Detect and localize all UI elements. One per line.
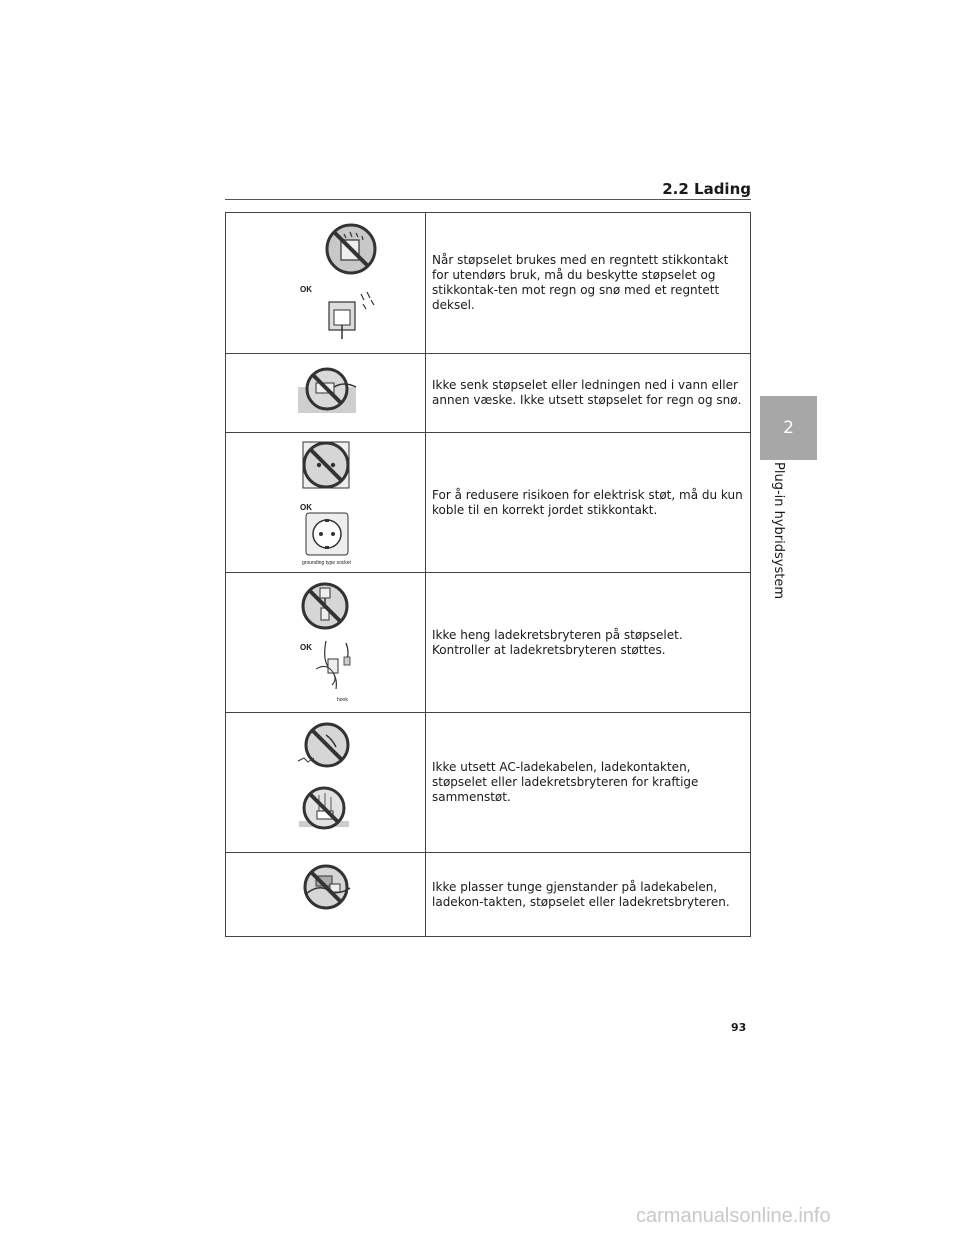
section-title: 2.2 Lading [662,180,751,198]
instruction-text: Ikke plasser tunge gjenstander på ladekabelen, ladekon-takten, støpselet eller ladekretsbryteren. [426,853,751,937]
chapter-label: Plug-in hybridsystem [771,462,786,600]
illustration-cell [226,853,426,937]
illustration-cell [226,713,426,853]
page-number: 93 [731,1021,747,1034]
chapter-number: 2 [783,418,794,438]
no-ungrounded-socket-illustration [299,438,353,492]
watermark: carmanualsonline.info [636,1205,831,1227]
ok-label: OK [300,643,312,652]
instruction-text: For å redusere risikoen for elektrisk støt, må du kun koble til en korrekt jordet stikkontakt. [426,433,751,573]
illustration-cell [226,354,426,433]
chapter-tab [760,396,817,460]
no-water-illustration [296,367,358,417]
illustration-cell [226,573,426,713]
instruction-text: Ikke utsett AC-ladekabelen, ladekontakten, støpselet eller ladekretsbryteren for kraftige sammenstøt. [426,713,751,853]
table-row [226,433,751,573]
supported-breaker-illustration [314,639,364,691]
page-header [225,178,751,200]
table-row [226,713,751,853]
no-uncovered-outlet-illustration [324,222,378,276]
no-hanging-breaker-illustration [300,581,350,631]
hook-caption: hook [337,697,348,703]
grounding-socket-illustration [304,511,350,557]
illustration-cell [226,213,426,354]
instruction-text: Ikke heng ladekretsbryteren på støpselet. Kontroller at ladekretsbryteren støttes. [426,573,751,713]
table-row [226,573,751,713]
covered-outlet-illustration [321,290,381,340]
table-row [226,354,751,433]
instruction-text: Når støpselet brukes med en regntett stikkontakt for utendørs bruk, må du beskytte støpselet og stikkontak-ten mot regn og snø med et regntett deksel. [426,213,751,354]
instruction-text: Ikke senk støpselet eller ledningen ned i vann eller annen væske. Ikke utsett støpselet for regn og snø. [426,354,751,433]
illustration-cell [226,433,426,573]
table-row [226,853,751,937]
ok-label: OK [300,503,312,512]
table-row [226,213,751,354]
socket-caption: grounding type socket [302,560,351,566]
safety-table [225,212,751,937]
no-impact-illustration [296,721,354,773]
no-heavy-objects-illustration [298,862,354,912]
no-dropping-illustration [297,785,353,835]
ok-label: OK [300,285,312,294]
